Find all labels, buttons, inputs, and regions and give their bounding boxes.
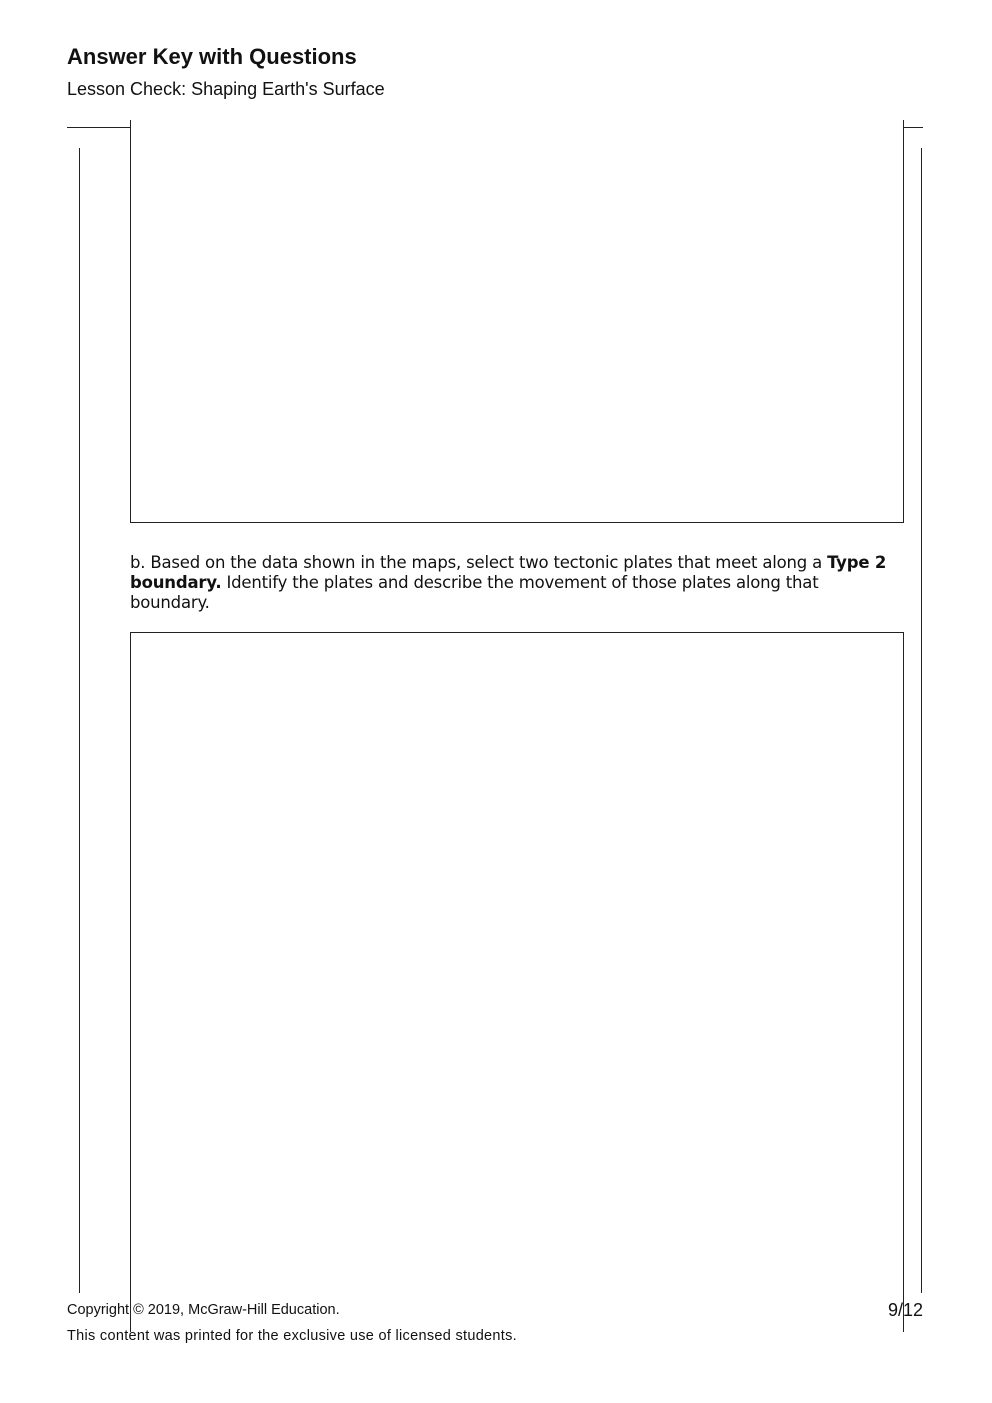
copyright-notice: Copyright © 2019, McGraw-Hill Education. <box>67 1302 340 1318</box>
lesson-subtitle: Lesson Check: Shaping Earth's Surface <box>67 79 385 99</box>
answer-box-a[interactable] <box>130 120 904 523</box>
outer-right-border <box>921 148 922 1293</box>
question-b-prefix: b. Based on the data shown in the maps, select two tectonic plates that meet along a <box>130 553 828 572</box>
question-b-suffix: Identify the plates and describe the movement of those plates along that boundary. <box>130 573 819 612</box>
question-b-boundary-type: Type 2 boundary. <box>130 553 887 592</box>
license-notice: This content was printed for the exclusive use of licensed students. <box>67 1328 517 1344</box>
document-title: Answer Key with Questions <box>67 44 357 69</box>
question-b <box>130 553 900 613</box>
answer-box-b[interactable] <box>130 632 904 1332</box>
outer-left-border <box>79 148 80 1293</box>
page-number: 9/12 <box>887 1300 923 1320</box>
